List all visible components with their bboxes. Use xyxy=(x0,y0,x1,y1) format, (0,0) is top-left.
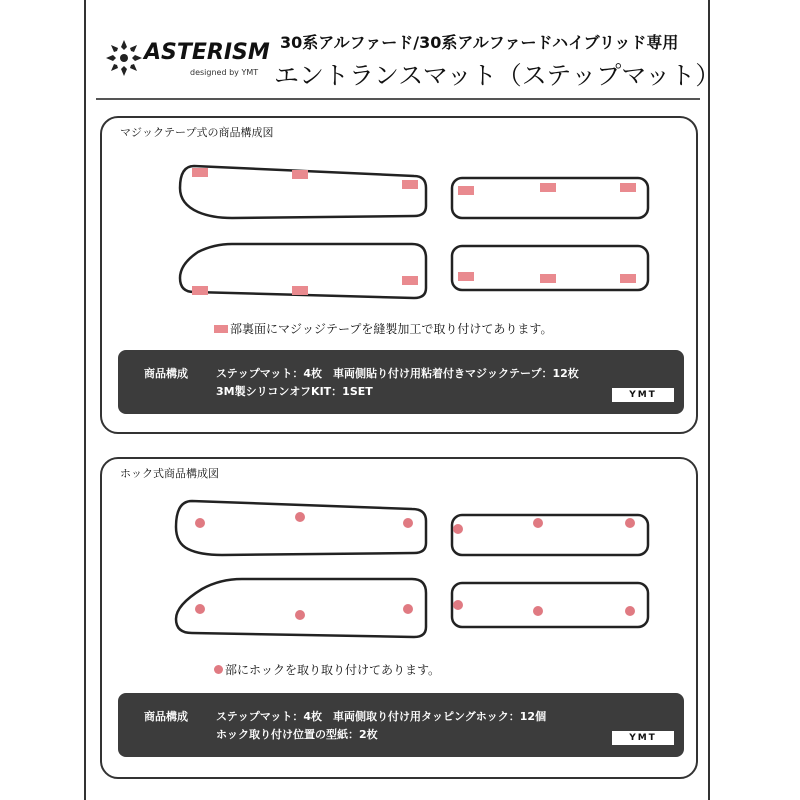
velcro-panel-title: マジックテープ式の商品構成図 xyxy=(120,126,274,139)
hook-marker xyxy=(403,604,413,614)
velcro-marker xyxy=(458,186,474,195)
velcro-spec-line2: 3M製シリコンオフKIT：1SET xyxy=(216,385,373,398)
velcro-marker xyxy=(402,180,418,189)
velcro-marker xyxy=(540,274,556,283)
hook-composition-panel xyxy=(100,457,698,779)
header xyxy=(96,12,721,100)
velcro-swatch-icon xyxy=(214,325,228,333)
velcro-composition-panel xyxy=(100,116,698,434)
velcro-marker xyxy=(402,276,418,285)
brand-tagline: designed by YMT xyxy=(190,68,259,77)
title-product: エントランスマット（ステップマット） xyxy=(274,61,721,90)
ymt-badge: YMT xyxy=(612,388,674,402)
hook-mat-diagram xyxy=(102,459,696,659)
velcro-legend-text: 部裏面にマジッジテープを縫製加工で取り付けてあります。 xyxy=(230,322,553,336)
velcro-spec-label: 商品構成 xyxy=(144,367,188,380)
brand-logo xyxy=(104,38,270,88)
velcro-mat-diagram xyxy=(102,118,696,318)
hook-marker xyxy=(625,518,635,528)
velcro-marker xyxy=(292,170,308,179)
mat-shape-rear-bottom xyxy=(452,246,648,290)
hook-spec-label: 商品構成 xyxy=(144,710,188,723)
hook-marker xyxy=(195,604,205,614)
hook-marker xyxy=(453,524,463,534)
hook-legend xyxy=(214,661,440,678)
brand-name: ASTERISM xyxy=(144,40,270,65)
mat-shape-rear-top xyxy=(452,515,648,555)
hook-marker xyxy=(295,512,305,522)
velcro-marker xyxy=(540,183,556,192)
mat-shape-front-left xyxy=(176,501,426,555)
mat-shape-front-right xyxy=(176,579,426,637)
hook-spec-line2: ホック取り付け位置の型紙：2枚 xyxy=(216,728,378,741)
hook-legend-text: 部にホックを取り取り付けてあります。 xyxy=(225,663,441,677)
ymt-badge: YMT xyxy=(612,731,674,745)
hook-marker xyxy=(295,610,305,620)
hook-swatch-icon xyxy=(214,665,223,674)
hook-marker xyxy=(533,518,543,528)
hook-spec-line1: ステップマット：4枚 車両側取り付け用タッピングホック：12個 xyxy=(216,710,547,723)
hook-panel-title: ホック式商品構成図 xyxy=(120,467,219,480)
hook-marker xyxy=(403,518,413,528)
velcro-marker xyxy=(620,274,636,283)
velcro-marker xyxy=(292,286,308,295)
velcro-spec-line1: ステップマット：4枚 車両側貼り付け用粘着付きマジックテープ：12枚 xyxy=(216,367,579,380)
hook-marker xyxy=(533,606,543,616)
velcro-marker xyxy=(192,168,208,177)
hook-marker xyxy=(195,518,205,528)
velcro-marker xyxy=(458,272,474,281)
mat-shape-rear-bottom xyxy=(452,583,648,627)
title-vehicle: 30系アルファード/30系アルファードハイブリッド専用 xyxy=(280,33,679,52)
velcro-legend xyxy=(214,320,552,337)
velcro-spec-bar xyxy=(118,350,684,414)
hook-marker xyxy=(625,606,635,616)
hook-marker xyxy=(453,600,463,610)
hook-spec-bar xyxy=(118,693,684,757)
velcro-marker xyxy=(192,286,208,295)
asterism-flower-icon xyxy=(104,38,144,78)
velcro-marker xyxy=(620,183,636,192)
